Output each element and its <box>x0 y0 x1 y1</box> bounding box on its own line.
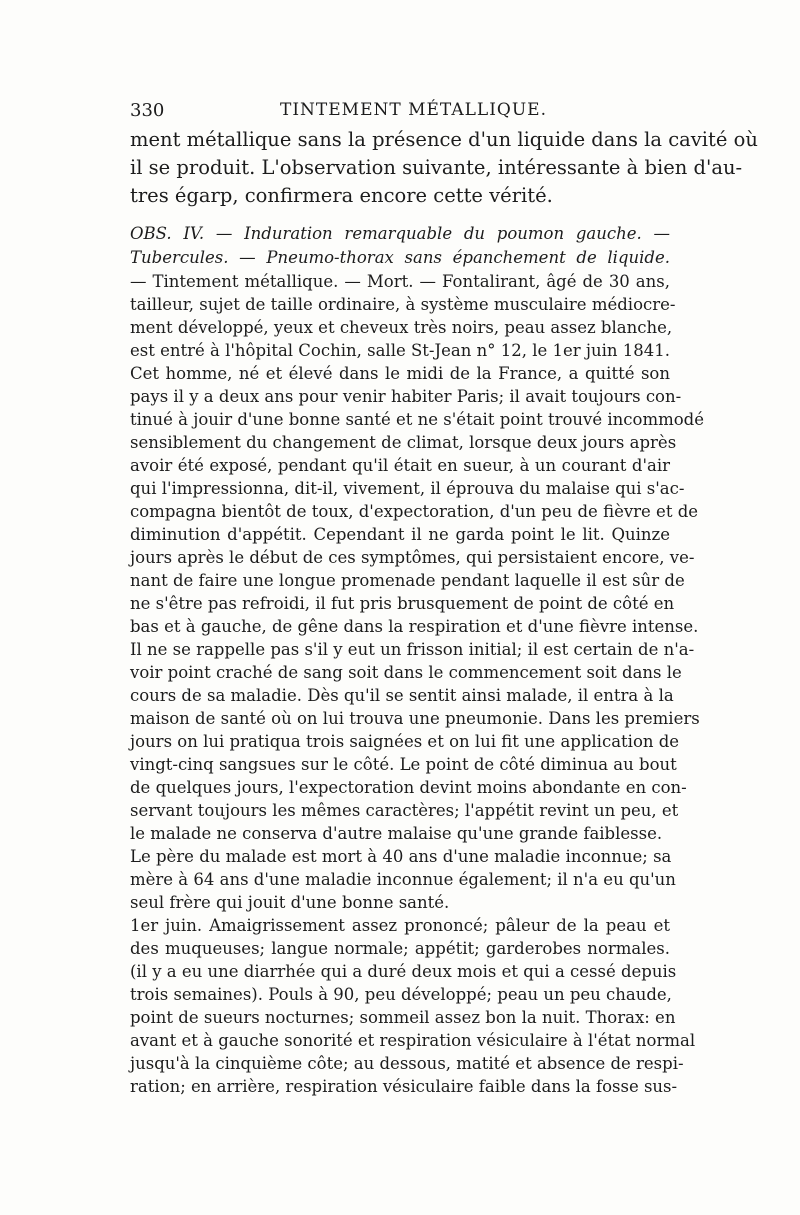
text-line: seul frère qui jouit d'une bonne santé. <box>130 893 450 912</box>
text-line: Tubercules. — Pneumo-thorax sans épanchement de liquide. <box>130 248 670 267</box>
text-line: cours de sa maladie. Dès qu'il se sentit ainsi malade, il entra à la <box>130 686 674 705</box>
text-line: il se produit. L'observation suivante, intéressante à bien d'au- <box>130 156 743 179</box>
text-line: qui l'impressionna, dit-il, vivement, il éprouva du malaise qui s'ac- <box>130 479 685 498</box>
text-line: avant et à gauche sonorité et respiration vésiculaire à l'état normal <box>130 1031 696 1050</box>
text-line: 1er juin. Amaigrissement assez prononcé; pâleur de la peau et <box>130 916 670 935</box>
text-line: jours après le début de ces symptômes, qui persistaient encore, ve- <box>130 548 695 567</box>
text-line: des muqueuses; langue normale; appétit; garderobes normales. <box>130 939 670 958</box>
running-title: TINTEMENT MÉTALLIQUE. <box>280 100 547 120</box>
text-line: OBS. IV. — Induration remarquable du poumon gauche. — <box>130 224 670 243</box>
text-line: tinué à jouir d'une bonne santé et ne s'était point trouvé incommodé <box>130 410 705 429</box>
text-line: point de sueurs nocturnes; sommeil assez bon la nuit. Thorax: en <box>130 1008 676 1027</box>
text-line: Cet homme, né et élevé dans le midi de la France, a quitté son <box>130 364 670 383</box>
text-line: tailleur, sujet de taille ordinaire, à système musculaire médiocre- <box>130 295 676 314</box>
text-line: est entré à l'hôpital Cochin, salle St-Jean n° 12, le 1er juin 1841. <box>130 341 671 360</box>
text-line: (il y a eu une diarrhée qui a duré deux mois et qui a cessé depuis <box>130 962 677 981</box>
text-line: ment développé, yeux et cheveux très noirs, peau assez blanche, <box>130 318 673 337</box>
text-line: nant de faire une longue promenade pendant laquelle il est sûr de <box>130 571 685 590</box>
text-line: diminution d'appétit. Cependant il ne garda point le lit. Quinze <box>130 525 670 544</box>
text-line: jusqu'à la cinquième côte; au dessous, matité et absence de respi- <box>130 1054 684 1073</box>
text-line: ne s'être pas refroidi, il fut pris brusquement de point de côté en <box>130 594 675 613</box>
text-line: — Tintement métallique. — Mort. — Fontalirant, âgé de 30 ans, <box>130 272 670 291</box>
text-line: compagna bientôt de toux, d'expectoration, d'un peu de fièvre et de <box>130 502 699 521</box>
text-line: servant toujours les mêmes caractères; l'appétit revint un peu, et <box>130 801 679 820</box>
text-line: mère à 64 ans d'une maladie inconnue également; il n'a eu qu'un <box>130 870 676 889</box>
text-line: ment métallique sans la présence d'un liquide dans la cavité où <box>130 128 758 151</box>
text-line: ration; en arrière, respiration vésiculaire faible dans la fosse sus- <box>130 1077 678 1096</box>
text-line: trois semaines). Pouls à 90, peu développé; peau un peu chaude, <box>130 985 672 1004</box>
text-line: avoir été exposé, pendant qu'il était en sueur, à un courant d'air <box>130 456 670 475</box>
text-line: jours on lui pratiqua trois saignées et on lui fit une application de <box>130 732 680 751</box>
text-line: le malade ne conserva d'autre malaise qu'une grande faiblesse. <box>130 824 663 843</box>
page-header <box>130 96 670 126</box>
text-line: tres égarp, confirmera encore cette vérité. <box>130 184 553 207</box>
text-line: de quelques jours, l'expectoration devint moins abondante en con- <box>130 778 687 797</box>
text-line: Le père du malade est mort à 40 ans d'une maladie inconnue; sa <box>130 847 672 866</box>
text-line: pays il y a deux ans pour venir habiter Paris; il avait toujours con- <box>130 387 682 406</box>
text-line: Il ne se rappelle pas s'il y eut un frisson initial; il est certain de n'a- <box>130 640 695 659</box>
text-line: voir point craché de sang soit dans le commencement soit dans le <box>130 663 682 682</box>
text-line: maison de santé où on lui trouva une pneumonie. Dans les premiers <box>130 709 700 728</box>
page-number: 330 <box>130 100 165 121</box>
text-line: bas et à gauche, de gêne dans la respiration et d'une fièvre intense. <box>130 617 699 636</box>
text-line: sensiblement du changement de climat, lorsque deux jours après <box>130 433 677 452</box>
text-line: vingt-cinq sangsues sur le côté. Le point de côté diminua au bout <box>130 755 677 774</box>
